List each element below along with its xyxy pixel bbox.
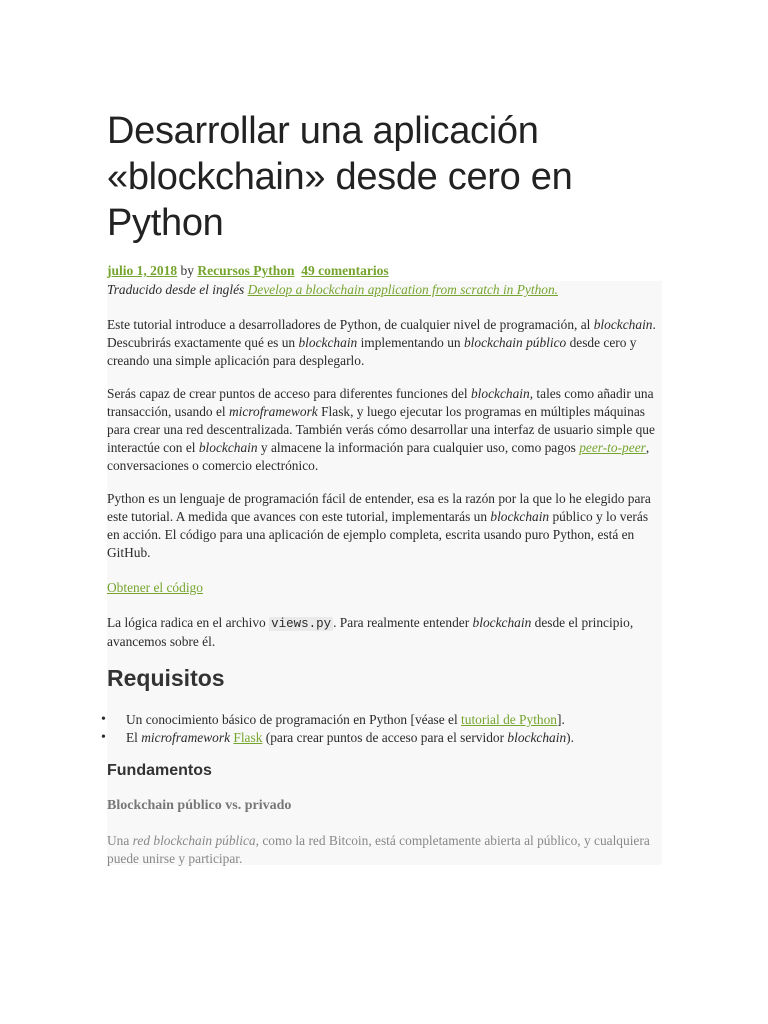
- text: Serás capaz de crear puntos de acceso para diferentes funciones del: [107, 386, 471, 401]
- text: implementando un: [357, 335, 464, 350]
- text: desde el principio, avancemos sobre él.: [107, 615, 634, 649]
- author-link[interactable]: Recursos Python: [197, 263, 295, 278]
- text: ].: [557, 712, 565, 727]
- original-article-link[interactable]: Develop a blockchain application from scratch in Python.: [247, 282, 559, 297]
- text: La lógica radica en el archivo: [107, 615, 270, 630]
- date-link[interactable]: julio 1, 2018: [107, 263, 178, 278]
- text: Un conocimiento básico de programación en Python [véase el: [126, 712, 462, 727]
- peer-to-peer-link[interactable]: peer-to-peer: [579, 440, 646, 455]
- emphasis: blockchain público: [463, 335, 567, 350]
- emphasis: red blockchain pública,: [132, 833, 259, 848]
- text: El: [126, 730, 142, 745]
- text: . Para realmente entender: [333, 615, 473, 630]
- public-vs-private-subheading: Blockchain público vs. privado: [107, 798, 292, 813]
- intro-paragraph: [107, 316, 662, 370]
- flask-link[interactable]: Flask: [233, 730, 263, 745]
- emphasis: blockchain: [490, 509, 550, 524]
- text: Python es un lenguaje de programación fácil de entender, esa es la razón por la que lo he elegido para este tutorial. A medida que avances con este tutorial, implementarás un: [107, 491, 651, 524]
- features-paragraph: [107, 385, 662, 475]
- list-item: [101, 729, 662, 747]
- text: público y lo verás en acción. El código para una aplicación de ejemplo completa, escrita usando puro Python, está en GitHub.: [107, 509, 649, 560]
- emphasis: microframework: [141, 730, 231, 745]
- text: , conversaciones o comercio electrónico.: [107, 440, 650, 473]
- translated-note: [107, 281, 662, 299]
- fundamentos-heading: Fundamentos: [107, 762, 212, 779]
- text: , tales como añadir una transacción, usando el: [107, 386, 654, 419]
- text: (para crear puntos de acceso para el servidor: [262, 730, 508, 745]
- get-code-paragraph: [107, 579, 662, 597]
- by-label: by: [180, 263, 195, 278]
- bullet: •: [101, 712, 106, 727]
- text: . Descubrirás exactamente qué es un: [107, 317, 656, 350]
- filename-code: views.py: [271, 617, 332, 631]
- text: como la red Bitcoin, está completamente abierta al público, y cualquiera puede unirse y participar.: [107, 833, 650, 866]
- emphasis: blockchain: [507, 730, 567, 745]
- emphasis: blockchain: [472, 615, 532, 630]
- comments-link[interactable]: 49 comentarios: [301, 263, 389, 278]
- translated-prefix: Traducido desde el inglés: [107, 282, 245, 297]
- emphasis: blockchain: [470, 386, 530, 401]
- python-paragraph: [107, 490, 662, 562]
- public-network-paragraph: [107, 832, 662, 868]
- requisitos-list: [101, 711, 662, 747]
- emphasis: blockchain: [298, 335, 358, 350]
- text: y almacene la información para cualquier uso, como pagos: [257, 440, 580, 455]
- emphasis: blockchain: [198, 440, 258, 455]
- bullet: •: [101, 730, 106, 745]
- article-meta: [107, 262, 662, 280]
- get-code-link[interactable]: Obtener el código: [107, 580, 203, 595]
- list-item: [101, 711, 662, 729]
- text: ).: [566, 730, 574, 745]
- python-tutorial-link[interactable]: tutorial de Python: [461, 712, 558, 727]
- logic-paragraph: [107, 614, 662, 651]
- requisitos-heading: Requisitos: [107, 665, 225, 691]
- emphasis: microframework: [228, 404, 318, 419]
- text: desde cero y creando una simple aplicación para desplegarlo.: [107, 335, 637, 368]
- article-title: Desarrollar una aplicación «blockchain» desde cero en Python: [107, 110, 573, 244]
- emphasis: blockchain: [593, 317, 653, 332]
- text: Flask, y luego ejecutar los programas en múltiples máquinas para crear una red descentralizada. También verás cómo desarrollar una interfaz de usuario simple que interactúe con el: [107, 404, 655, 455]
- text: Este tutorial introduce a desarrolladores de Python, de cualquier nivel de programación, al: [107, 317, 594, 332]
- text: Una: [107, 833, 133, 848]
